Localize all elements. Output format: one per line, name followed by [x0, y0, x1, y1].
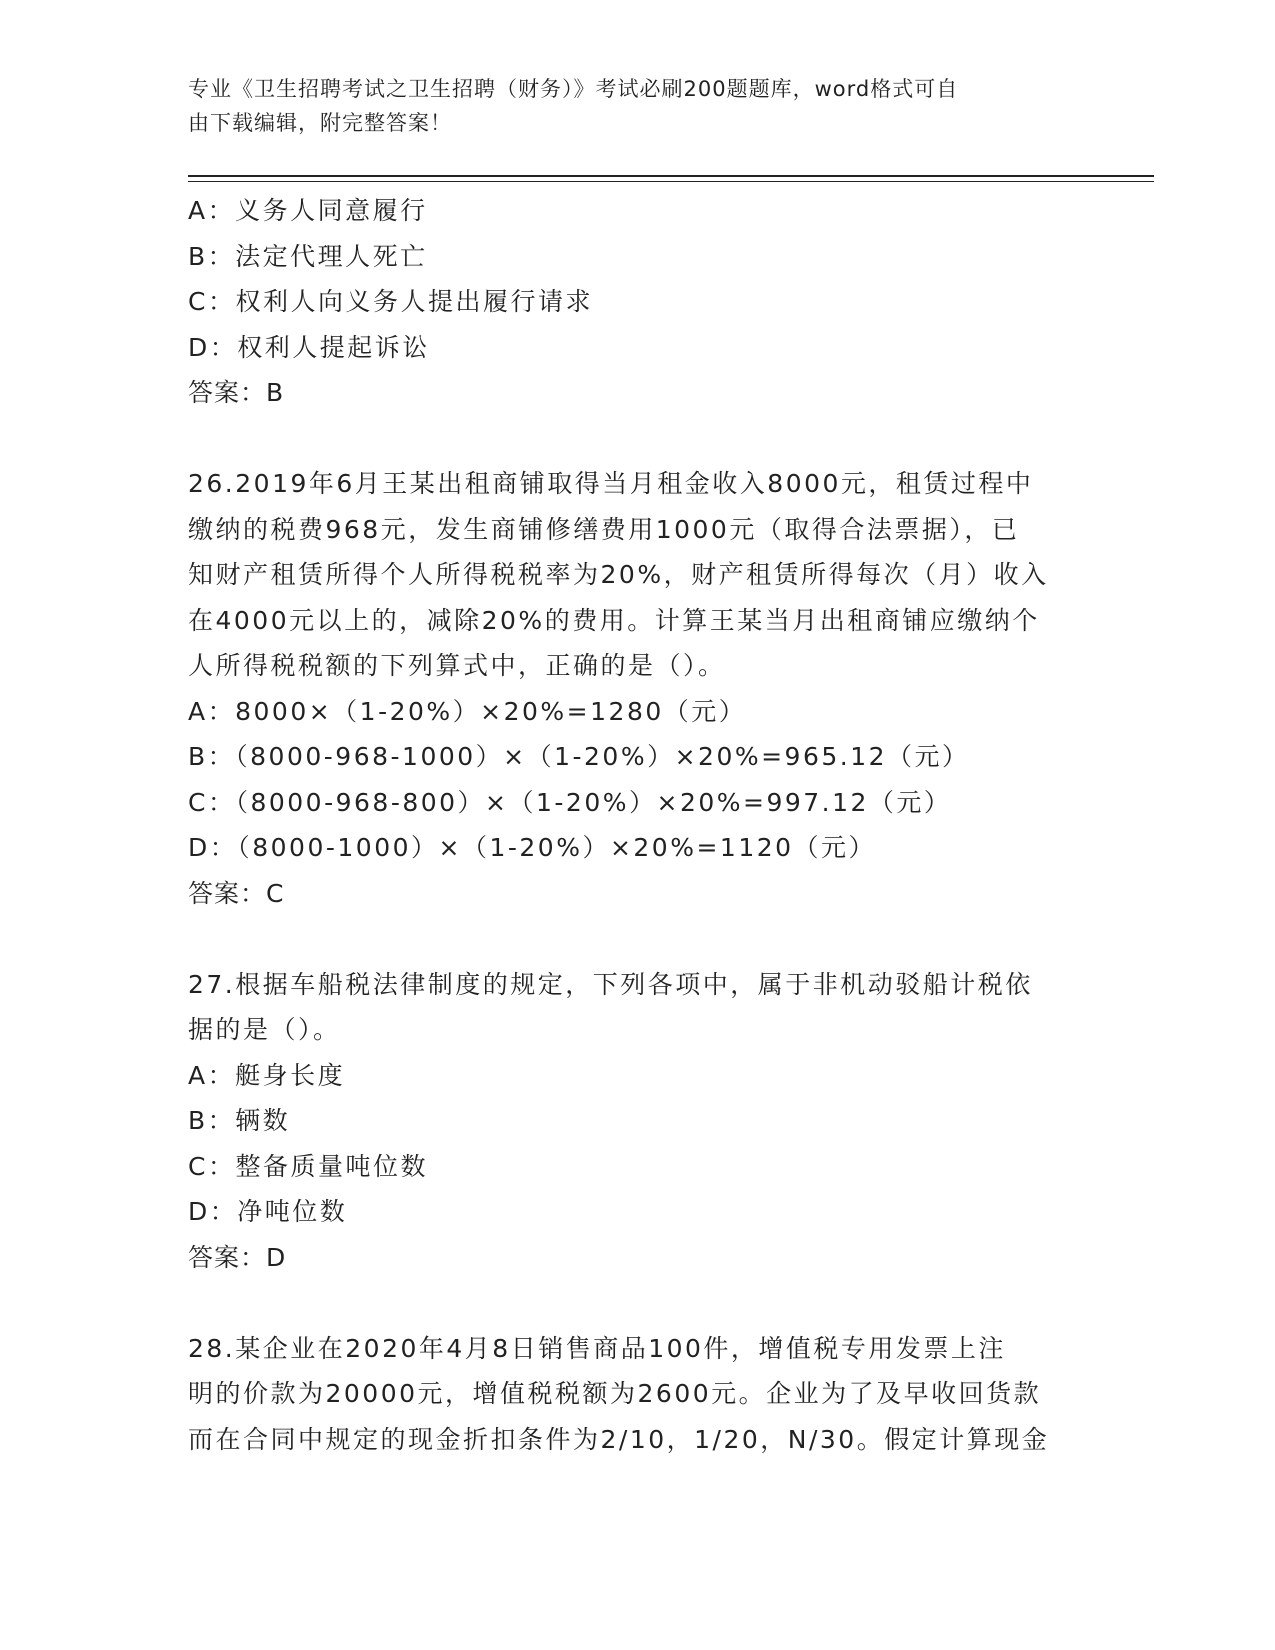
answer: 答案：C	[188, 878, 285, 908]
option-a: A：艇身长度	[188, 1060, 346, 1090]
option-b: B：辆数	[188, 1106, 291, 1135]
question-stem-line: 据的是（）。	[188, 1015, 341, 1044]
question-28	[188, 1326, 1088, 1463]
option-b: B：法定代理人死亡	[188, 241, 428, 271]
document-header	[188, 72, 1068, 140]
question-stem-line: 明的价款为20000元，增值税税额为2600元。企业为了及早收回货款	[188, 1379, 1042, 1408]
question-stem-line: 在4000元以上的，减除20%的费用。计算王某当月出租商铺应缴纳个	[188, 605, 1040, 635]
header-rule-thin	[188, 181, 1154, 182]
spacer	[188, 916, 1088, 962]
header-line-2: 由下载编辑，附完整答案！	[188, 111, 452, 135]
question-stem-line: 知财产租赁所得个人所得税税率为20%，财产租赁所得每次（月）收入	[188, 560, 1049, 589]
option-d: D：净吨位数	[188, 1197, 348, 1226]
spacer	[188, 1280, 1088, 1326]
question-25	[188, 188, 1088, 416]
question-26	[188, 461, 1088, 916]
question-list	[188, 188, 1088, 1462]
option-d: D：（8000-1000）×（1-20%）×20%=1120（元）	[188, 833, 877, 862]
option-a: A：义务人同意履行	[188, 196, 428, 225]
option-a: A：8000×（1-20%）×20%=1280（元）	[188, 696, 747, 726]
question-stem-line: 而在合同中规定的现金折扣条件为2/10，1/20，N/30。假定计算现金	[188, 1424, 1050, 1454]
header-rule-thick	[188, 175, 1154, 177]
option-b: B：（8000-968-1000）×（1-20%）×20%=965.12（元）	[188, 742, 970, 771]
header-line-1: 专业《卫生招聘考试之卫生招聘（财务）》考试必刷200题题库，word格式可自	[188, 77, 959, 101]
option-c: C：权利人向义务人提出履行请求	[188, 287, 593, 316]
question-stem-line: 28.某企业在2020年4月8日销售商品100件，增值税专用发票上注	[188, 1333, 1006, 1363]
question-27	[188, 962, 1088, 1281]
answer: 答案：D	[188, 1242, 287, 1272]
option-d: D：权利人提起诉讼	[188, 332, 430, 362]
option-c: C：（8000-968-800）×（1-20%）×20%=997.12（元）	[188, 787, 952, 817]
answer: 答案：B	[188, 378, 285, 407]
question-stem-line: 27.根据车船税法律制度的规定，下列各项中，属于非机动驳船计税依	[188, 969, 1033, 999]
question-stem-line: 缴纳的税费968元，发生商铺修缮费用1000元（取得合法票据），已	[188, 514, 1020, 544]
question-stem-line: 人所得税税额的下列算式中，正确的是（）。	[188, 651, 726, 680]
spacer	[188, 416, 1088, 462]
question-stem-line: 26.2019年6月王某出租商铺取得当月租金收入8000元，租赁过程中	[188, 469, 1034, 498]
option-c: C：整备质量吨位数	[188, 1151, 428, 1181]
